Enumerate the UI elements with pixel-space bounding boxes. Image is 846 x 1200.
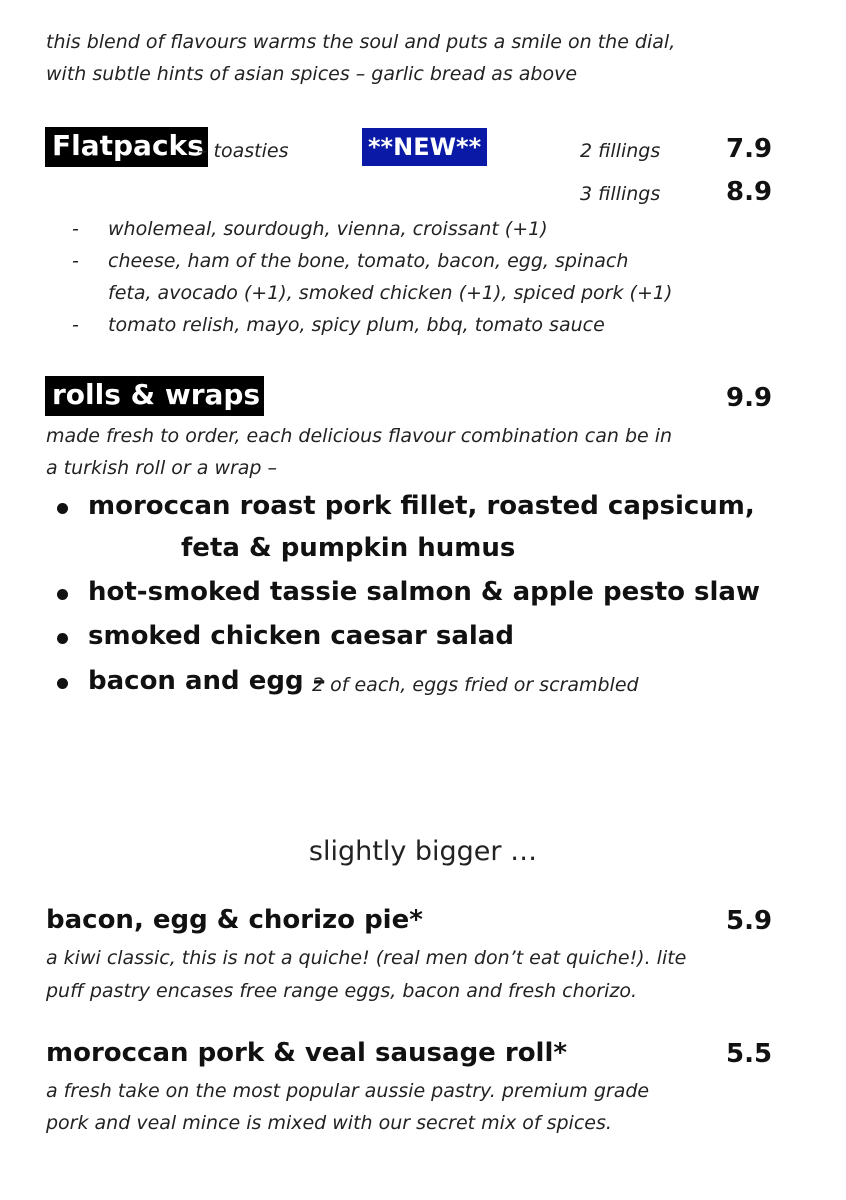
option-price-3-fillings: 8.9 bbox=[726, 177, 773, 207]
list-dash: - bbox=[72, 314, 79, 336]
list-item: feta, avocado (+1), smoked chicken (+1), spiced pork (+1) bbox=[108, 282, 673, 304]
item-price-sausage-roll: 5.5 bbox=[726, 1039, 773, 1069]
rolls-title: rolls & wraps bbox=[45, 376, 264, 416]
item-desc-pie-2: puff pastry encases free range eggs, bacon and fresh chorizo. bbox=[46, 980, 637, 1002]
item-desc-sausage-roll-1: a fresh take on the most popular aussie pastry. premium grade bbox=[46, 1080, 650, 1102]
flatpacks-heading bbox=[45, 127, 208, 167]
list-item: tomato relish, mayo, spicy plum, bbq, tomato sauce bbox=[108, 314, 605, 336]
item-price-pie: 5.9 bbox=[726, 906, 773, 936]
list-dash: - bbox=[72, 218, 79, 240]
item-desc-sausage-roll-2: pork and veal mince is mixed with our secret mix of spices. bbox=[46, 1112, 612, 1134]
rolls-desc-1: made fresh to order, each delicious flavour combination can be in bbox=[46, 425, 673, 447]
bullet-icon bbox=[57, 678, 68, 689]
section-heading-bigger: slightly bigger … bbox=[308, 836, 538, 867]
rolls-price: 9.9 bbox=[726, 383, 773, 413]
flatpacks-title: Flatpacks bbox=[45, 127, 208, 167]
intro-line-2: with subtle hints of asian spices – garlic bread as above bbox=[46, 63, 578, 85]
rolls-heading bbox=[45, 376, 264, 416]
list-item: cheese, ham of the bone, tomato, bacon, egg, spinach bbox=[108, 250, 629, 272]
roll-item: moroccan roast pork fillet, roasted capsicum, bbox=[88, 491, 755, 521]
option-price-2-fillings: 7.9 bbox=[726, 134, 773, 164]
roll-item: bacon and egg – bbox=[88, 666, 326, 696]
bullet-icon bbox=[57, 503, 68, 514]
new-badge: **NEW** bbox=[362, 128, 487, 166]
item-title-pie: bacon, egg & chorizo pie* bbox=[46, 905, 423, 935]
roll-item-continued: feta & pumpkin humus bbox=[181, 533, 516, 563]
roll-item: hot-smoked tassie salmon & apple pesto slaw bbox=[88, 577, 760, 607]
intro-line-1: this blend of flavours warms the soul and puts a smile on the dial, bbox=[46, 31, 676, 53]
item-desc-pie-1: a kiwi classic, this is not a quiche! (real men don’t eat quiche!). lite bbox=[46, 947, 687, 969]
roll-item: smoked chicken caesar salad bbox=[88, 621, 514, 651]
list-item: wholemeal, sourdough, vienna, croissant (+1) bbox=[108, 218, 548, 240]
flatpacks-subtitle: – toasties bbox=[198, 140, 289, 162]
bullet-icon bbox=[57, 589, 68, 600]
bullet-icon bbox=[57, 633, 68, 644]
list-dash: - bbox=[72, 250, 79, 272]
option-label-3-fillings: 3 fillings bbox=[580, 183, 661, 205]
option-label-2-fillings: 2 fillings bbox=[580, 140, 661, 162]
item-title-sausage-roll: moroccan pork & veal sausage roll* bbox=[46, 1038, 567, 1068]
roll-item-note: 2 of each, eggs fried or scrambled bbox=[312, 674, 639, 696]
rolls-desc-2: a turkish roll or a wrap – bbox=[46, 457, 278, 479]
